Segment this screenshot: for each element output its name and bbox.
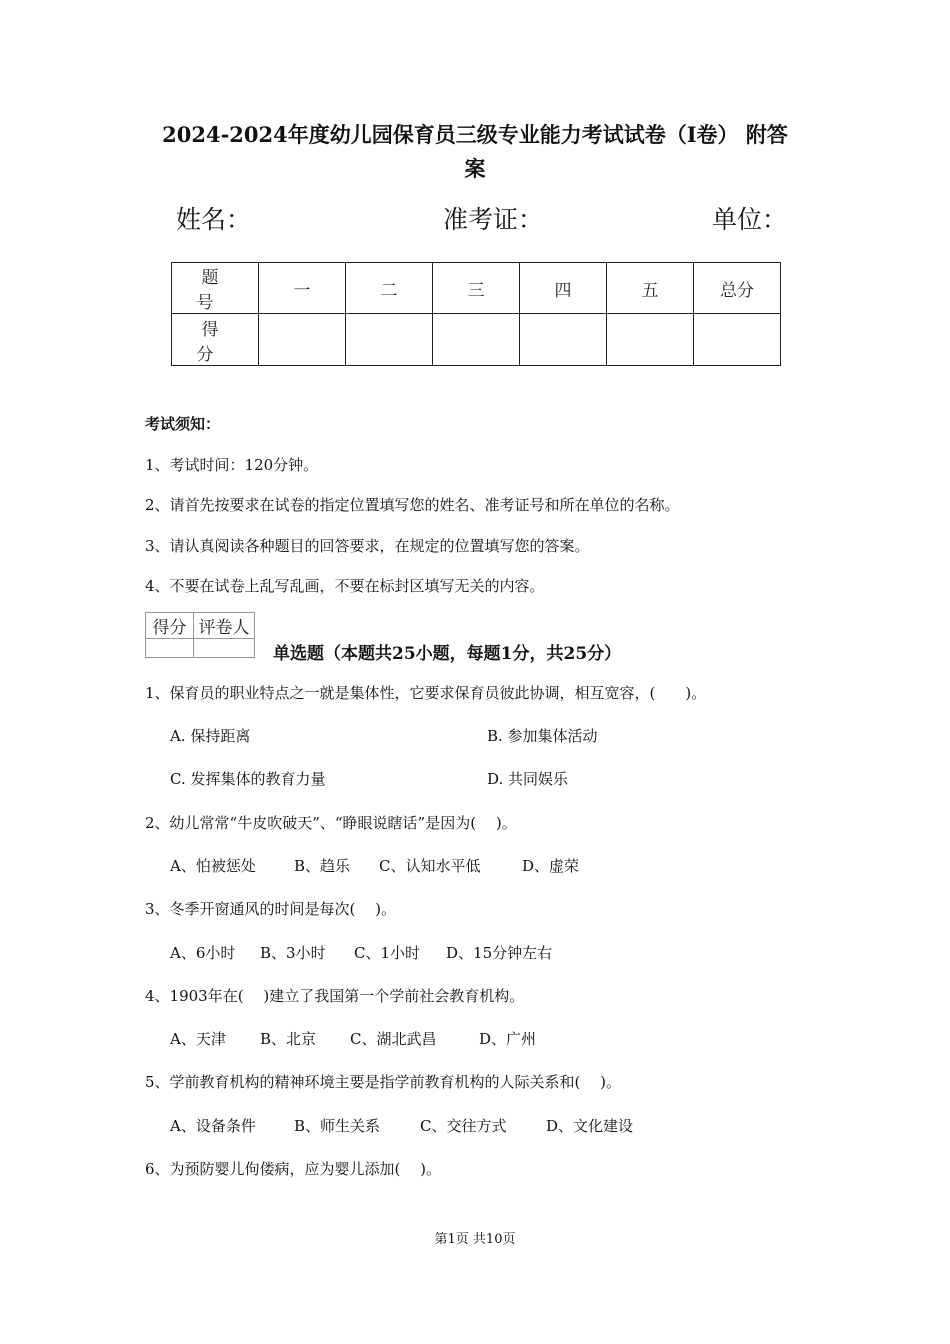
notice-item: 4、不要在试卷上乱写乱画，不要在标封区填写无关的内容。 (145, 577, 545, 595)
question-option: B、趋乐 (294, 857, 351, 875)
grader-name-label: 评卷人 (194, 613, 255, 639)
exam-title (140, 118, 810, 186)
score-row-label: 得 分 (172, 314, 259, 366)
question-option: A、天津 (170, 1030, 226, 1048)
score-table-score-row (172, 314, 781, 366)
question-stem: 2、幼儿常常“牛皮吹破天”、“睁眼说瞎话”是因为( )。 (145, 814, 517, 832)
section-1-header: 一 (259, 263, 346, 314)
question-stem: 5、学前教育机构的精神环境主要是指学前教育机构的人际关系和( )。 (145, 1073, 622, 1091)
page-footer: 第1页 共10页 (434, 1232, 516, 1247)
grader-name-cell[interactable] (194, 639, 255, 658)
question-option: D、15分钟左右 (446, 944, 553, 962)
notice-heading: 考试须知： (145, 415, 221, 433)
question-option: C、湖北武昌 (350, 1030, 437, 1048)
question-option: A、设备条件 (170, 1117, 256, 1135)
question-option: D、广州 (479, 1030, 537, 1048)
question-option: C、交往方式 (420, 1117, 507, 1135)
question-option: A、怕被惩处 (170, 857, 256, 875)
score-cell-total[interactable] (694, 314, 781, 366)
score-cell-2[interactable] (346, 314, 433, 366)
question-option: D、文化建设 (546, 1117, 634, 1135)
question-stem: 3、冬季开窗通风的时间是每次( )。 (145, 900, 397, 918)
question-number-label: 题 号 (172, 263, 259, 314)
section-5-header: 五 (607, 263, 694, 314)
notice-item: 2、请首先按要求在试卷的指定位置填写您的姓名、准考证号和所在单位的名称。 (145, 496, 680, 514)
score-cell-5[interactable] (607, 314, 694, 366)
question-option: C、1小时 (354, 944, 421, 962)
section-title: 单选题（本题共25小题，每题1分，共25分） (273, 644, 622, 664)
question-option: A. 保持距离 (170, 727, 251, 745)
question-option: D. 共同娱乐 (487, 770, 569, 788)
question-stem: 1、保育员的职业特点之一就是集体性，它要求保育员彼此协调，相互宽容，( )。 (145, 684, 707, 702)
question-stem: 6、为预防婴儿佝偻病，应为婴儿添加( )。 (145, 1160, 442, 1178)
question-option: B、师生关系 (294, 1117, 381, 1135)
score-cell-4[interactable] (520, 314, 607, 366)
grader-score-label: 得分 (146, 613, 194, 639)
question-option: A、6小时 (170, 944, 236, 962)
section-4-header: 四 (520, 263, 607, 314)
question-option: B. 参加集体活动 (487, 727, 598, 745)
score-table-header-row (172, 263, 781, 314)
notice-item: 3、请认真阅读各种题目的回答要求，在规定的位置填写您的答案。 (145, 537, 590, 555)
score-cell-1[interactable] (259, 314, 346, 366)
grader-box (145, 612, 255, 658)
grader-score-cell[interactable] (146, 639, 194, 658)
name-label: 姓名： (176, 205, 252, 234)
question-stem: 4、1903年在( )建立了我国第一个学前社会教育机构。 (145, 987, 525, 1005)
question-option: B、3小时 (260, 944, 326, 962)
question-option: B、北京 (260, 1030, 317, 1048)
score-table (171, 262, 781, 366)
title-line-1: 2024-2024年度幼儿园保育员三级专业能力考试试卷（I卷） 附答 (162, 122, 788, 147)
total-header: 总分 (694, 263, 781, 314)
section-2-header: 二 (346, 263, 433, 314)
question-option: C. 发挥集体的教育力量 (170, 770, 326, 788)
question-option: C、认知水平低 (379, 857, 481, 875)
score-cell-3[interactable] (433, 314, 520, 366)
exam-id-label: 准考证： (443, 205, 544, 234)
title-line-2: 案 (464, 156, 486, 181)
section-3-header: 三 (433, 263, 520, 314)
question-option: D、虚荣 (522, 857, 580, 875)
unit-label: 单位： (712, 205, 788, 234)
notice-item: 1、考试时间：120分钟。 (145, 456, 319, 474)
